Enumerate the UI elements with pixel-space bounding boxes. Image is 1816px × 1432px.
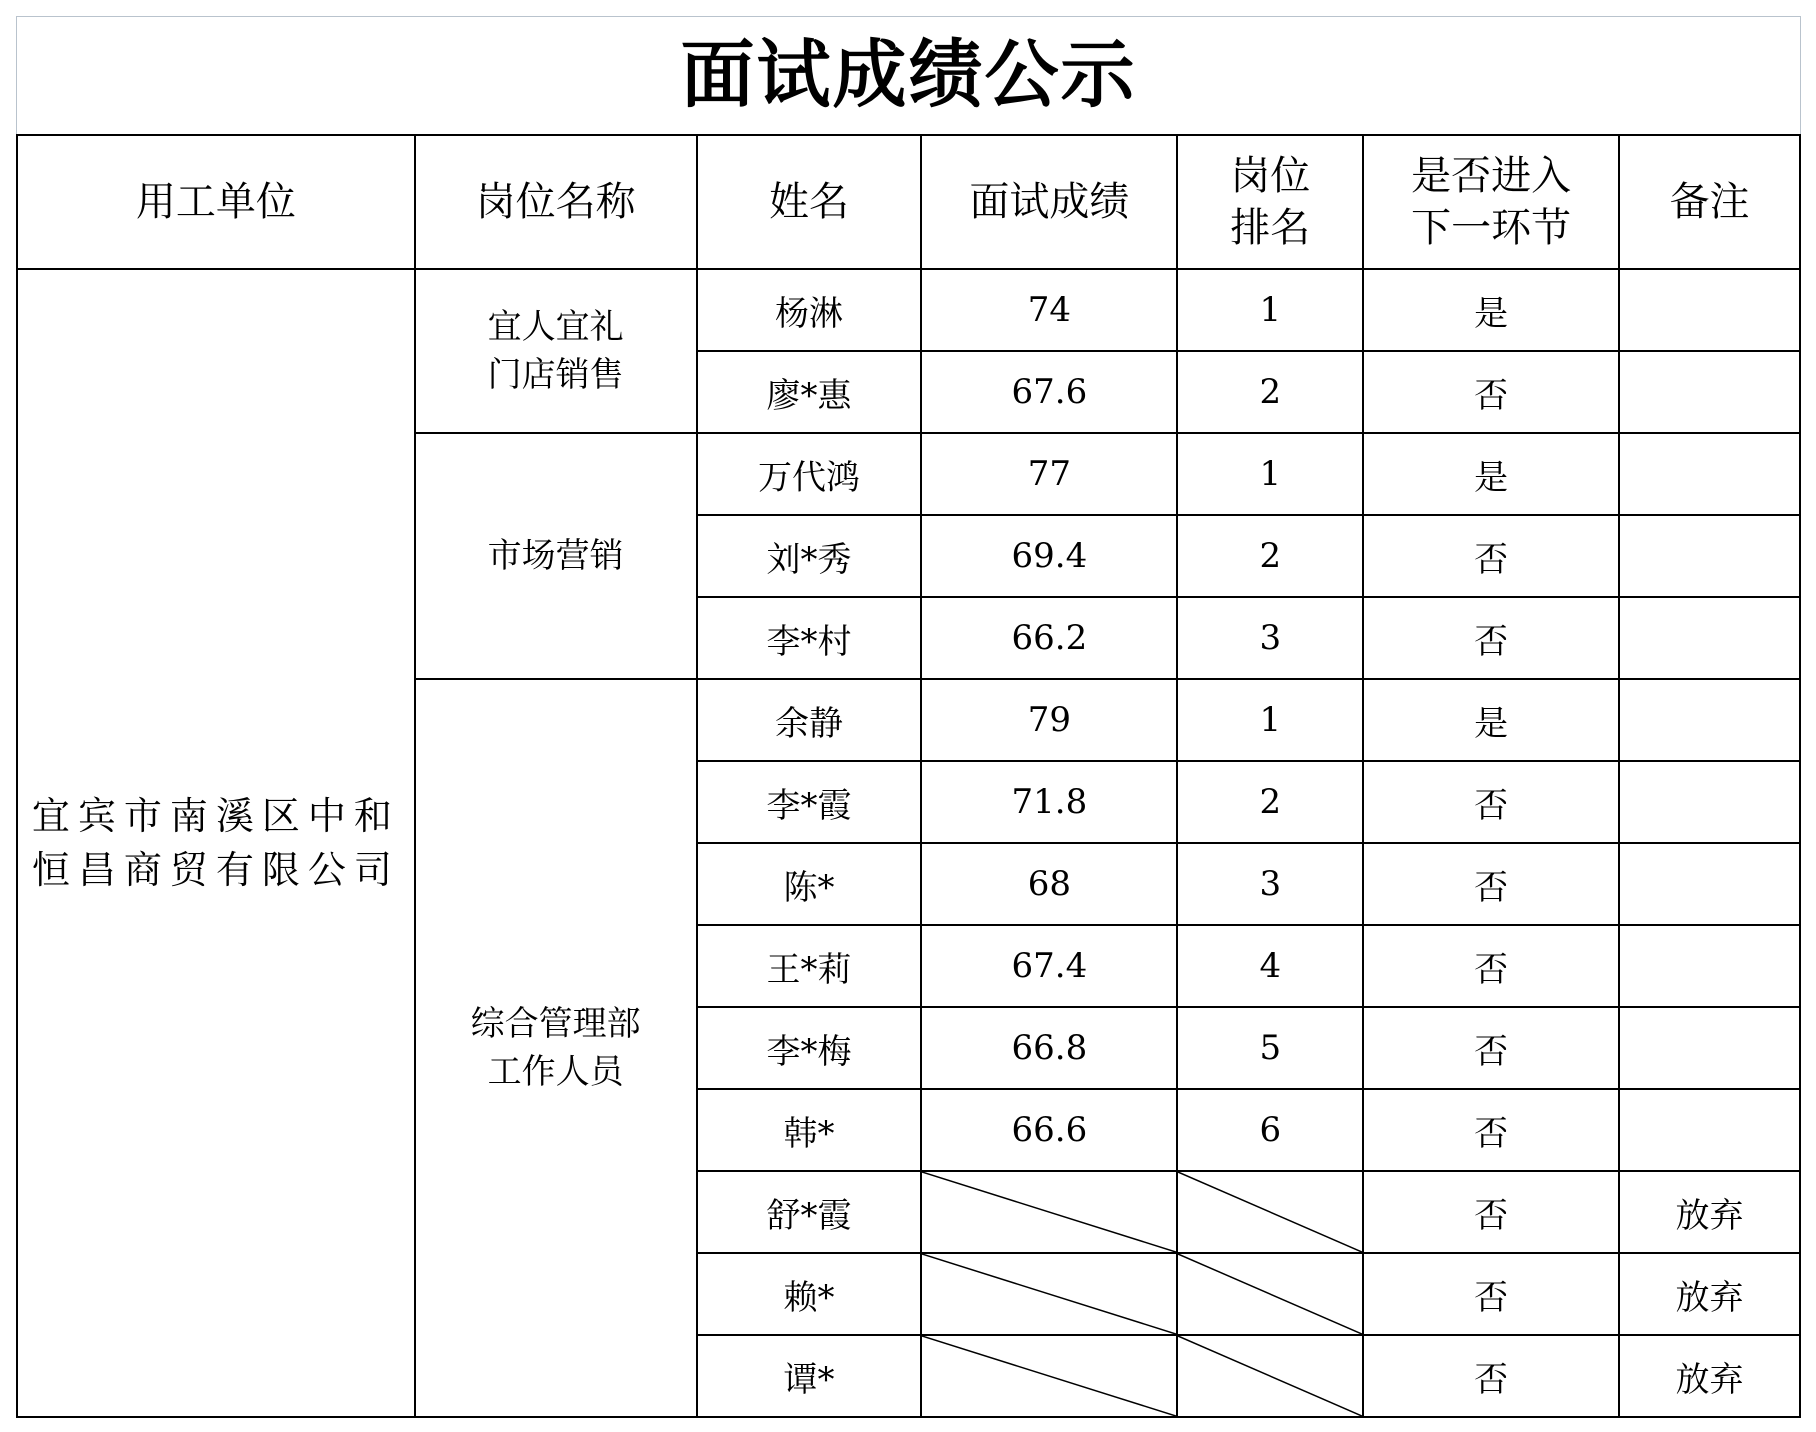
- score-cell: 66.2: [921, 597, 1177, 679]
- rank-cell-slash: [1178, 1336, 1362, 1416]
- score-cell: 67.6: [921, 351, 1177, 433]
- remark-cell: 放弃: [1619, 1335, 1800, 1417]
- score-cell: 66.8: [921, 1007, 1177, 1089]
- remark-cell: [1619, 433, 1800, 515]
- rank-cell: 1: [1177, 433, 1363, 515]
- score-cell: 66.6: [921, 1089, 1177, 1171]
- results-table: [16, 134, 1801, 1418]
- position-cell: [415, 269, 697, 433]
- company-line1: 宜宾市南溪区中和: [31, 794, 400, 838]
- position-line1: 宜人宜礼: [487, 307, 624, 347]
- name-cell: 余静: [697, 679, 922, 761]
- remark-cell: [1619, 925, 1800, 1007]
- score-cell-slash-line: [922, 1336, 1176, 1416]
- name-cell: 韩*: [697, 1089, 922, 1171]
- score-cell: 67.4: [921, 925, 1177, 1007]
- next-stage-cell: 否: [1363, 515, 1619, 597]
- score-cell-slash: [922, 1254, 1176, 1334]
- name-cell: 赖*: [697, 1253, 922, 1335]
- score-cell: 77: [921, 433, 1177, 515]
- rank-cell: 6: [1177, 1089, 1363, 1171]
- next-stage-cell: 否: [1363, 1253, 1619, 1335]
- rank-cell: 3: [1177, 843, 1363, 925]
- remark-cell: [1619, 761, 1800, 843]
- next-stage-cell: 否: [1363, 1089, 1619, 1171]
- score-cell: [921, 1335, 1177, 1417]
- rank-cell: [1177, 1335, 1363, 1417]
- name-cell: 杨淋: [697, 269, 922, 351]
- position-line1: 市场营销: [487, 536, 624, 576]
- name-cell: 刘*秀: [697, 515, 922, 597]
- rank-cell-slash: [1178, 1172, 1362, 1252]
- table-row: [17, 269, 1800, 351]
- score-cell: 74: [921, 269, 1177, 351]
- results-sheet: [16, 16, 1801, 1416]
- company-line2: 恒昌商贸有限公司: [31, 848, 400, 892]
- score-cell: 68: [921, 843, 1177, 925]
- next-stage-cell: 否: [1363, 925, 1619, 1007]
- position-cell: [415, 679, 697, 1417]
- name-cell: 谭*: [697, 1335, 922, 1417]
- header-rank-line1: 岗位: [1230, 153, 1311, 199]
- header-next: [1363, 135, 1619, 269]
- remark-cell: 放弃: [1619, 1171, 1800, 1253]
- score-cell-slash-line: [922, 1172, 1176, 1252]
- name-cell: 万代鸿: [697, 433, 922, 515]
- rank-cell: 3: [1177, 597, 1363, 679]
- next-stage-cell: 否: [1363, 1335, 1619, 1417]
- page-title: 面试成绩公示: [680, 32, 1137, 118]
- rank-cell-slash-line: [1178, 1336, 1362, 1416]
- next-stage-cell: 否: [1363, 843, 1619, 925]
- remark-cell: [1619, 843, 1800, 925]
- header-next-line1: 是否进入: [1411, 153, 1572, 199]
- header-rank: [1177, 135, 1363, 269]
- rank-cell-slash-line: [1178, 1254, 1362, 1334]
- name-cell: 李*霞: [697, 761, 922, 843]
- name-cell: 廖*惠: [697, 351, 922, 433]
- header-position: 岗位名称: [415, 135, 697, 269]
- rank-cell: 1: [1177, 679, 1363, 761]
- score-cell: [921, 1171, 1177, 1253]
- remark-cell: 放弃: [1619, 1253, 1800, 1335]
- score-cell: 69.4: [921, 515, 1177, 597]
- header-row: [17, 135, 1800, 269]
- rank-cell: 1: [1177, 269, 1363, 351]
- rank-cell: [1177, 1253, 1363, 1335]
- rank-cell-slash: [1178, 1254, 1362, 1334]
- rank-cell: 5: [1177, 1007, 1363, 1089]
- title-box: [16, 16, 1801, 134]
- remark-cell: [1619, 1089, 1800, 1171]
- score-cell-slash: [922, 1336, 1176, 1416]
- rank-cell: [1177, 1171, 1363, 1253]
- header-name: 姓名: [697, 135, 922, 269]
- name-cell: 王*莉: [697, 925, 922, 1007]
- header-next-line2: 下一环节: [1411, 205, 1572, 251]
- score-cell-slash: [922, 1172, 1176, 1252]
- position-line2: 工作人员: [487, 1052, 624, 1092]
- header-score: 面试成绩: [921, 135, 1177, 269]
- next-stage-cell: 否: [1363, 351, 1619, 433]
- remark-cell: [1619, 351, 1800, 433]
- position-line2: 门店销售: [487, 355, 624, 395]
- remark-cell: [1619, 515, 1800, 597]
- score-cell-slash-line: [922, 1254, 1176, 1334]
- rank-cell-slash-line: [1178, 1172, 1362, 1252]
- next-stage-cell: 否: [1363, 1171, 1619, 1253]
- rank-cell: 2: [1177, 761, 1363, 843]
- score-cell: 71.8: [921, 761, 1177, 843]
- name-cell: 李*梅: [697, 1007, 922, 1089]
- header-remark: 备注: [1619, 135, 1800, 269]
- position-cell: [415, 433, 697, 679]
- next-stage-cell: 否: [1363, 1007, 1619, 1089]
- header-rank-line2: 排名: [1230, 205, 1311, 251]
- next-stage-cell: 是: [1363, 679, 1619, 761]
- remark-cell: [1619, 679, 1800, 761]
- rank-cell: 2: [1177, 515, 1363, 597]
- name-cell: 李*村: [697, 597, 922, 679]
- rank-cell: 4: [1177, 925, 1363, 1007]
- name-cell: 陈*: [697, 843, 922, 925]
- next-stage-cell: 否: [1363, 597, 1619, 679]
- company-cell: [17, 269, 415, 1417]
- rank-cell: 2: [1177, 351, 1363, 433]
- remark-cell: [1619, 597, 1800, 679]
- remark-cell: [1619, 269, 1800, 351]
- position-line1: 综合管理部: [470, 1004, 641, 1044]
- remark-cell: [1619, 1007, 1800, 1089]
- header-unit: 用工单位: [17, 135, 415, 269]
- name-cell: 舒*霞: [697, 1171, 922, 1253]
- next-stage-cell: 否: [1363, 761, 1619, 843]
- score-cell: 79: [921, 679, 1177, 761]
- next-stage-cell: 是: [1363, 433, 1619, 515]
- score-cell: [921, 1253, 1177, 1335]
- next-stage-cell: 是: [1363, 269, 1619, 351]
